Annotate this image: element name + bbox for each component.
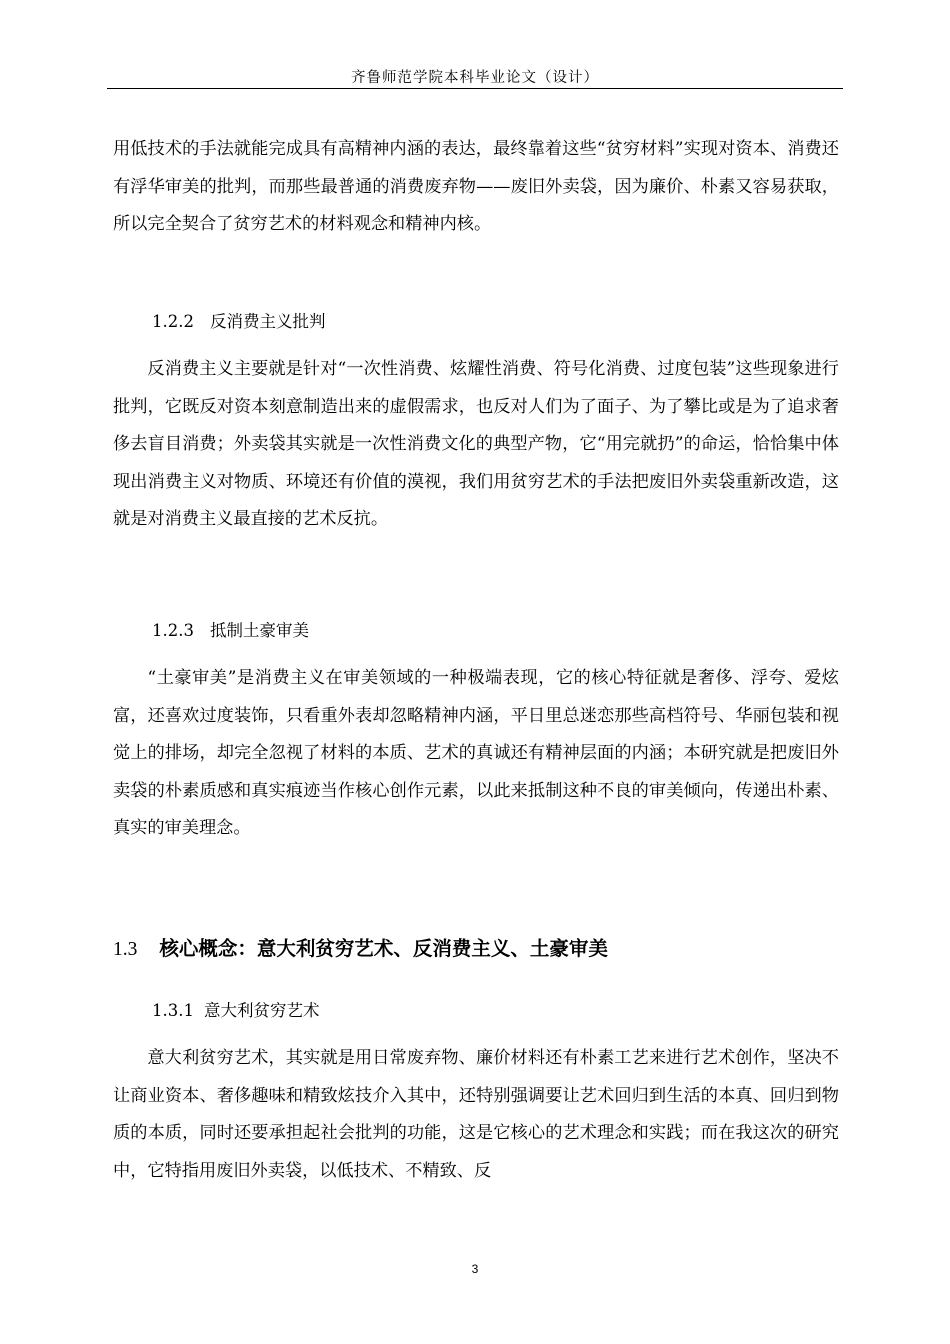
section-number: 1.2.2 bbox=[152, 312, 194, 331]
paragraph-tuhao-aesthetics: “土豪审美”是消费主义在审美领域的一种极端表现，它的核心特征就是奢侈、浮夸、爱炫富，还喜欢过度装饰，只看重外表却忽略精神内涵，平日里总迷恋那些高档符号、华丽包装和视觉上的排场，却完全忽视了材料的本质、艺术的真诚还有精神层面的内涵；本研究就是把废旧外卖袋的朴素质感和真实痕迹当作核心创作元素，以此来抵制这种不良的审美倾向，传递出朴素、真实的审美理念。 bbox=[113, 668, 839, 838]
section-title: 抵制土豪审美 bbox=[209, 621, 309, 640]
section-number: 1.3 bbox=[113, 939, 138, 960]
page-header-title: 齐鲁师范学院本科毕业论文（设计） bbox=[351, 70, 599, 86]
section-heading-1-2-2 bbox=[152, 308, 325, 332]
section-number: 1.3.1 bbox=[152, 1001, 194, 1020]
section-title: 核心概念：意大利贫穷艺术、反消费主义、土豪审美 bbox=[159, 937, 608, 960]
section-heading-1-2-3 bbox=[152, 617, 309, 641]
page-header bbox=[107, 64, 843, 89]
section-heading-1-3-1 bbox=[152, 997, 319, 1021]
paragraph-arte-povera: 意大利贫穷艺术，其实就是用日常废弃物、廉价材料还有朴素工艺来进行艺术创作，坚决不让商业资本、奢侈趣味和精致炫技介入其中，还特别强调要让艺术回归到生活的本真、回归到物质的本质，同时还要承担起社会批判的功能，这是它核心的艺术理念和实践；而在我这次的研究中，它特指用废旧外卖袋，以低技术、不精致、反 bbox=[113, 1048, 839, 1181]
section-title: 意大利贫穷艺术 bbox=[203, 1001, 320, 1020]
section-title: 反消费主义批判 bbox=[209, 312, 326, 331]
page-number: 3 bbox=[471, 1262, 479, 1276]
section-number: 1.2.3 bbox=[152, 621, 194, 640]
paragraph-intro-continuation: 用低技术的手法就能完成具有高精神内涵的表达，最终靠着这些“贫穷材料”实现对资本、消费还有浮华审美的批判，而那些最普通的消费废弃物——废旧外卖袋，因为廉价、朴素又容易获取，所以完全契合了贫穷艺术的材料观念和精神内核。 bbox=[113, 139, 839, 234]
section-heading-1-3 bbox=[113, 933, 608, 961]
paragraph-anti-consumerism: 反消费主义主要就是针对“一次性消费、炫耀性消费、符号化消费、过度包装”这些现象进行批判，它既反对资本刻意制造出来的虚假需求，也反对人们为了面子、为了攀比或是为了追求奢侈去盲目消费；外卖袋其实就是一次性消费文化的典型产物，它“用完就扔”的命运，恰恰集中体现出消费主义对物质、环境还有价值的漠视，我们用贫穷艺术的手法把废旧外卖袋重新改造，这就是对消费主义最直接的艺术反抗。 bbox=[113, 359, 839, 529]
